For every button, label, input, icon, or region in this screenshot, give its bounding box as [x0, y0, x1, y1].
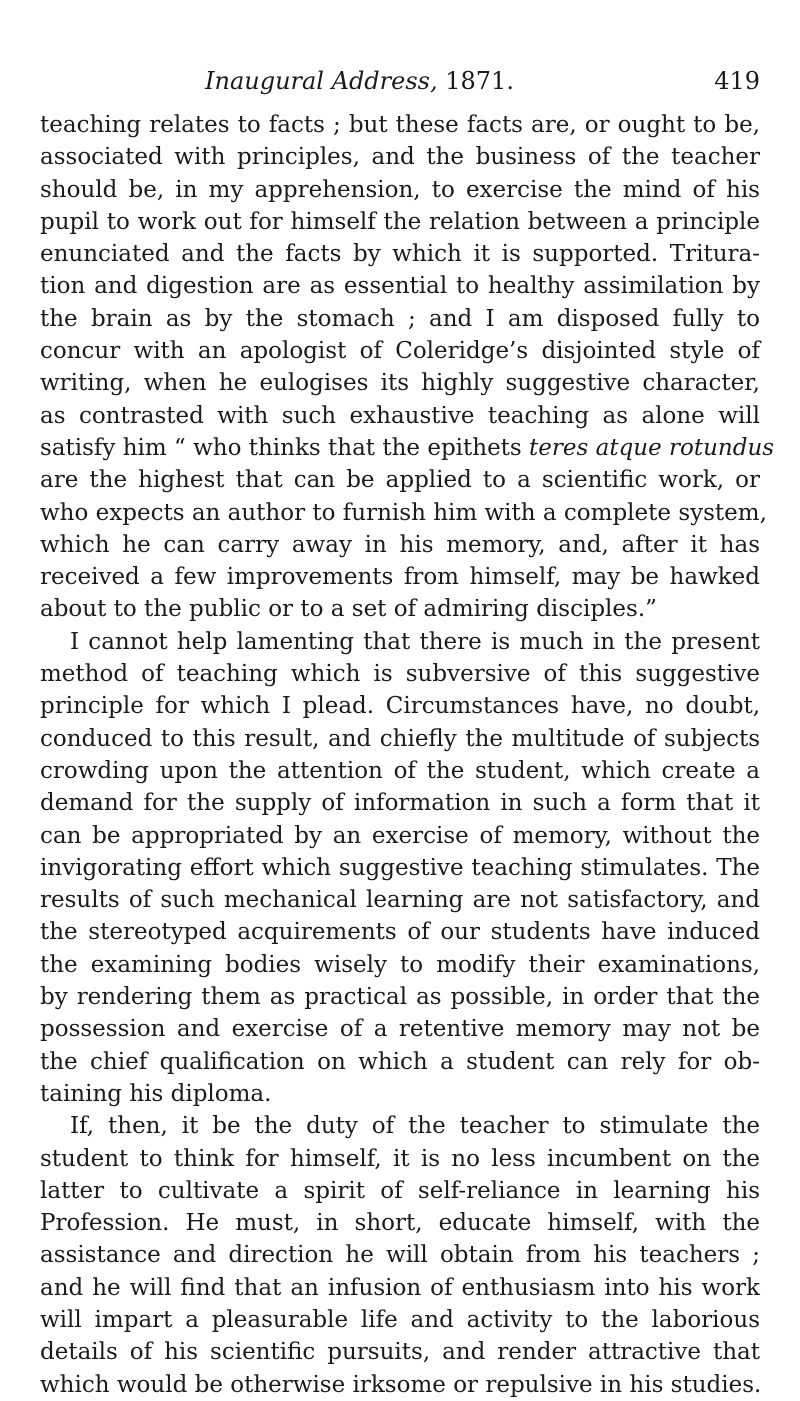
- text-line: which he can carry away in his memory, and, after it has: [40, 531, 760, 558]
- text-line: invigorating effort which suggestive teaching stimulates. The: [40, 854, 760, 881]
- running-title-text: Inaugural Address,: [205, 67, 438, 95]
- text-line: as contrasted with such exhaustive teaching as alone will: [40, 402, 760, 429]
- text-line: method of teaching which is subversive of this suggestive: [40, 661, 760, 688]
- text-line: conduced to this result, and chiefly the multitude of subjects: [40, 725, 760, 752]
- text-line: tion and digestion are as essential to healthy assimilation by: [40, 273, 760, 300]
- text-line: which would be otherwise irksome or repulsive in his studies.: [40, 1371, 762, 1398]
- text-line-with-italic: [40, 432, 775, 464]
- text-line: results of such mechanical learning are not satisfactory, and: [40, 887, 760, 914]
- text-line: latter to cultivate a spirit of self-reliance in learning his: [40, 1177, 760, 1204]
- text-line: enunciated and the facts by which it is supported. Tritura-: [40, 241, 760, 268]
- text-line: Profession. He must, in short, educate himself, with the: [40, 1210, 760, 1237]
- text-line: are the highest that can be applied to a scientific work, or: [40, 467, 760, 494]
- text-line: taining his diploma.: [40, 1080, 272, 1107]
- body-text: [40, 109, 775, 1401]
- text-line: writing, when he eulogises its highly suggestive character,: [40, 370, 760, 397]
- latin-phrase: teres atque rotundus: [529, 434, 775, 461]
- text-line: will impart a pleasurable life and activity to the laborious: [40, 1306, 760, 1333]
- text-line: demand for the supply of information in such a form that it: [40, 790, 760, 817]
- text-line: details of his scientific pursuits, and render attractive that: [40, 1339, 760, 1366]
- text-line: crowding upon the attention of the student, which create a: [40, 757, 760, 784]
- paragraph-start-line: If, then, it be the duty of the teacher to stimulate the: [70, 1113, 760, 1140]
- text-line: the brain as by the stomach ; and I am disposed fully to: [40, 305, 760, 332]
- text-line: about to the public or to a set of admiring disciples.”: [40, 596, 657, 623]
- text-line: who expects an author to furnish him with a complete system,: [40, 499, 767, 526]
- text-line: the chief qualification on which a student can rely for ob-: [40, 1048, 760, 1075]
- text-line: concur with an apologist of Coleridge’s disjointed style of: [40, 338, 760, 365]
- quote-text: satisfy him “ who thinks that the epithets: [40, 434, 530, 461]
- text-line: teaching relates to facts ; but these facts are, or ought to be,: [40, 112, 760, 138]
- text-line: associated with principles, and the business of the teacher: [40, 144, 760, 171]
- paragraph-start-line: I cannot help lamenting that there is much in the present: [70, 628, 760, 655]
- page-number: 419: [714, 67, 760, 95]
- text-line: pupil to work out for himself the relation between a principle: [40, 208, 760, 235]
- text-line: received a few improvements from himself, may be hawked: [40, 564, 760, 591]
- text-line: the stereotyped acquirements of our students have induced: [40, 919, 760, 946]
- text-line: student to think for himself, it is no less incumbent on the: [40, 1145, 760, 1172]
- text-line: can be appropriated by an exercise of memory, without the: [40, 822, 760, 849]
- text-line: possession and exercise of a retentive memory may not be: [40, 1016, 760, 1043]
- text-line: and he will find that an infusion of enthusiasm into his work: [40, 1274, 760, 1301]
- running-year: 1871.: [445, 67, 514, 95]
- text-line: should be, in my apprehension, to exercise the mind of his: [40, 176, 760, 203]
- text-line: by rendering them as practical as possible, in order that the: [40, 984, 760, 1011]
- running-head: [205, 64, 760, 98]
- text-line: principle for which I plead. Circumstances have, no doubt,: [40, 693, 760, 720]
- text-line: assistance and direction he will obtain from his teachers ;: [40, 1242, 760, 1269]
- text-line: the examining bodies wisely to modify their examinations,: [40, 951, 760, 978]
- running-title: [205, 64, 514, 98]
